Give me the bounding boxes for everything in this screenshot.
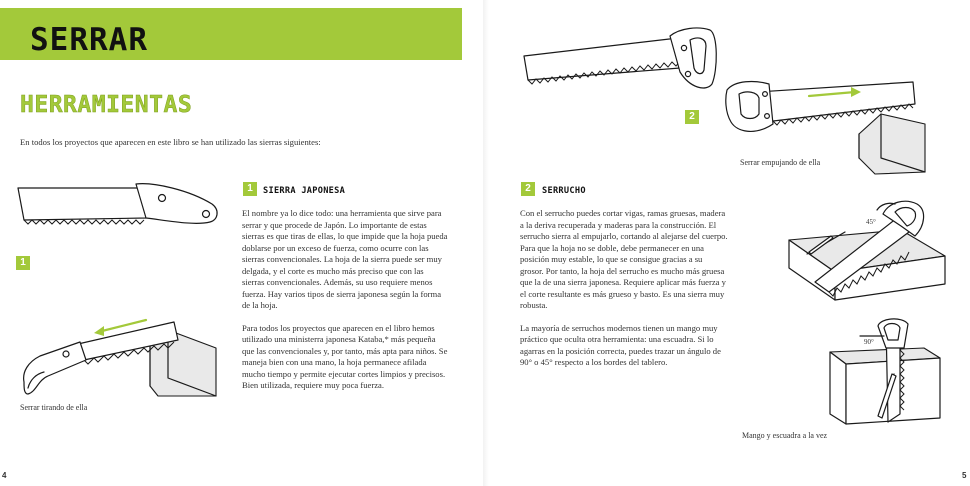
- japanese-saw-illustration: [14, 180, 224, 230]
- number-badge-sierra-japonesa: 1: [243, 182, 257, 196]
- page-number-left: 4: [2, 471, 7, 480]
- handsaw-illustration: [520, 22, 720, 92]
- pull-saw-illustration: [18, 300, 223, 410]
- square-90-illustration: [820, 318, 950, 430]
- paragraph: Para todos los proyectos que aparecen en el libro hemos utilizado una ministerra japonesa Kataba,* más pequeña que las convencionales y, por tanto, más apta para niños. Se maneja bien con una mano, la hoja permanece afilada mucho tiempo y permite ejecutar cortes limpios y precisos. Bien utilizada, requiere muy poca fuerza.: [242, 322, 448, 390]
- subheading-sierra-japonesa: SIERRA JAPONESA: [263, 186, 346, 196]
- square-45-illustration: [785, 196, 955, 306]
- paragraph: El nombre ya lo dice todo: una herramienta que sirve para serrar y que procede de Japón. Lo importante de estas sierras es que tiras de ellas, lo que impide que la hoja pueda doblarse por un exceso de fuerza, como ocurre con las sierras convencionales. La hoja de la sierra puede ser muy delgada, y el corte es mucho más preciso que con las sierras convencionales. Además, su uso requiere menos fuerza. Hay varios tipos de sierra japonesa según la forma de la hoja.: [242, 208, 448, 310]
- caption-push: Serrar empujando de ella: [740, 158, 821, 167]
- body-sierra-japonesa: [242, 208, 448, 403]
- subheading-serrucho: SERRUCHO: [542, 186, 586, 196]
- section-heading: HERRAMIENTAS: [20, 92, 193, 118]
- body-serrucho: [520, 208, 728, 380]
- chapter-title: SERRAR: [30, 22, 148, 58]
- angle-45-label: 45°: [866, 218, 876, 226]
- caption-square: Mango y escuadra a la vez: [742, 431, 828, 440]
- angle-90-label: 90°: [864, 338, 874, 346]
- paragraph: La mayoría de serruchos modernos tienen un mango muy práctico que oculta otra herramienta: una escuadra. Si lo agarras en la posición correcta, puedes trazar un ángulo de 90° o 45° respecto a los bordes del tablero.: [520, 322, 721, 367]
- paragraph: Con el serrucho puedes cortar vigas, ramas gruesas, madera a la deriva recuperada y maderas para la construcción. El serrucho sierra al empujarlo, cortando al alejarse del cuerpo. Para que la hoja no se doble, debe permanecer en una posición muy estable, lo que se consigue gracias a su grosor. Por tanto, la hoja del serrucho es mucho más gruesa que la de una sierra japonesa. Requiere aplicar más fuerza y el corte resultante es más grueso y basto. Es una sierra muy robusta.: [520, 208, 728, 310]
- page-number-right: 5: [962, 471, 967, 480]
- caption-pull: Serrar tirando de ella: [20, 403, 88, 412]
- figure-badge-1: 1: [16, 256, 30, 270]
- intro-text: En todos los proyectos que aparecen en este libro se han utilizado las sierras siguientes:: [20, 137, 321, 147]
- page-gutter: [483, 0, 489, 486]
- figure-badge-2: 2: [685, 110, 699, 124]
- number-badge-serrucho: 2: [521, 182, 535, 196]
- chapter-title-bar: [0, 8, 462, 60]
